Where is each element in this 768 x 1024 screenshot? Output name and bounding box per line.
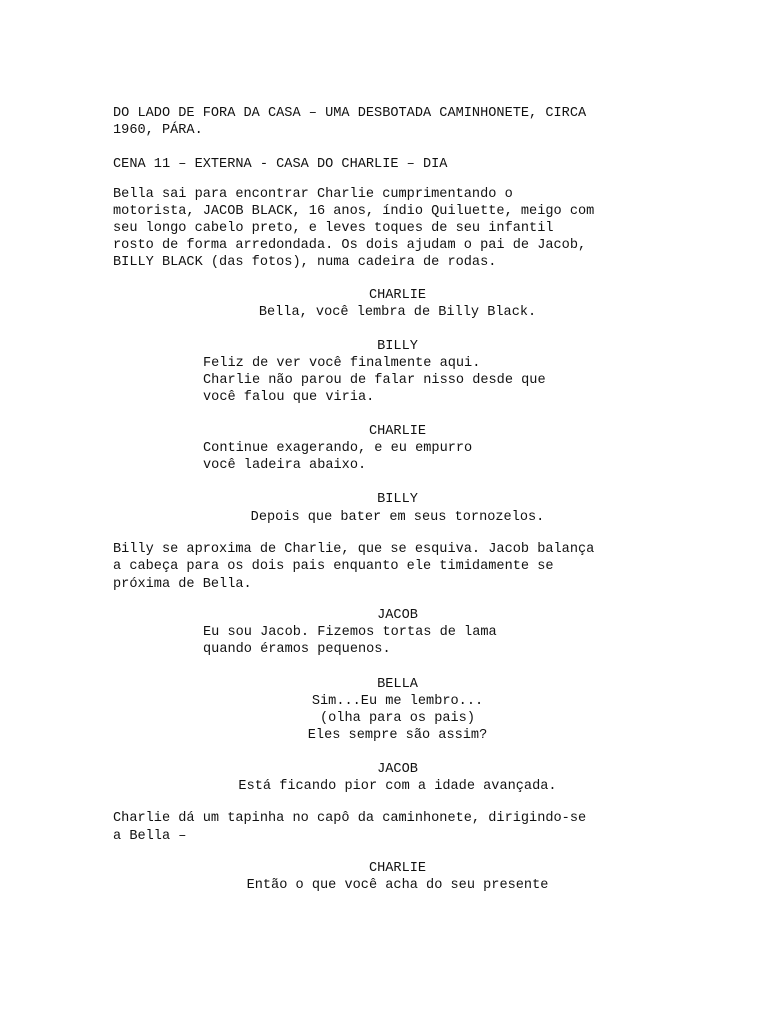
action-line: seu longo cabelo preto, e leves toques de seu infantil xyxy=(113,221,554,236)
character-name: BILLY xyxy=(377,492,418,507)
dialogue-line: Eu sou Jacob. Fizemos tortas de lama xyxy=(203,625,497,640)
dialogue-line: Sim...Eu me lembro... xyxy=(311,694,484,709)
action-line: Charlie dá um tapinha no capô da caminhonete, dirigindo-se xyxy=(113,811,587,826)
action-line: próxima de Bella. xyxy=(113,577,252,592)
dialogue-line: Depois que bater em seus tornozelos. xyxy=(250,510,545,525)
action-line: motorista, JACOB BLACK, 16 anos, índio Quiluette, meigo com xyxy=(113,204,595,219)
action-line: Billy se aproxima de Charlie, que se esquiva. Jacob balança xyxy=(113,542,595,557)
dialogue-line: você falou que viria. xyxy=(203,390,375,405)
dialogue-line: Então o que você acha do seu presente xyxy=(246,878,549,893)
dialogue-line: quando éramos pequenos. xyxy=(203,642,391,657)
dialogue-line: Eles sempre são assim? xyxy=(307,728,488,743)
action-line: rosto de forma arredondada. Os dois ajudam o pai de Jacob, xyxy=(113,238,587,253)
action-line: a cabeça para os dois pais enquanto ele timidamente se xyxy=(113,559,554,574)
action-line: Bella sai para encontrar Charlie cumprimentando o xyxy=(113,187,513,202)
character-name: CHARLIE xyxy=(368,424,427,439)
scene-heading: CENA 11 – EXTERNA - CASA DO CHARLIE – DIA xyxy=(113,157,448,172)
character-name: JACOB xyxy=(377,608,418,623)
dialogue-line: Feliz de ver você finalmente aqui. xyxy=(203,356,481,371)
action-line: a Bella – xyxy=(113,829,187,844)
character-name: CHARLIE xyxy=(368,288,427,303)
character-name: BELLA xyxy=(377,677,418,692)
dialogue-line: Charlie não parou de falar nisso desde que xyxy=(203,373,546,388)
character-name: BILLY xyxy=(377,339,418,354)
dialogue-line: você ladeira abaixo. xyxy=(203,458,367,473)
parenthetical: (olha para os pais) xyxy=(320,711,475,726)
dialogue-line: Está ficando pior com a idade avançada. xyxy=(238,779,557,794)
dialogue-line: Continue exagerando, e eu empurro xyxy=(203,441,473,456)
character-name: CHARLIE xyxy=(368,861,427,876)
character-name: JACOB xyxy=(377,762,418,777)
action-line: BILLY BLACK (das fotos), numa cadeira de rodas. xyxy=(113,255,497,270)
heading-line: 1960, PÁRA. xyxy=(113,123,203,138)
heading-line: DO LADO DE FORA DA CASA – UMA DESBOTADA CAMINHONETE, CIRCA xyxy=(113,106,587,121)
dialogue-line: Bella, você lembra de Billy Black. xyxy=(258,305,537,320)
